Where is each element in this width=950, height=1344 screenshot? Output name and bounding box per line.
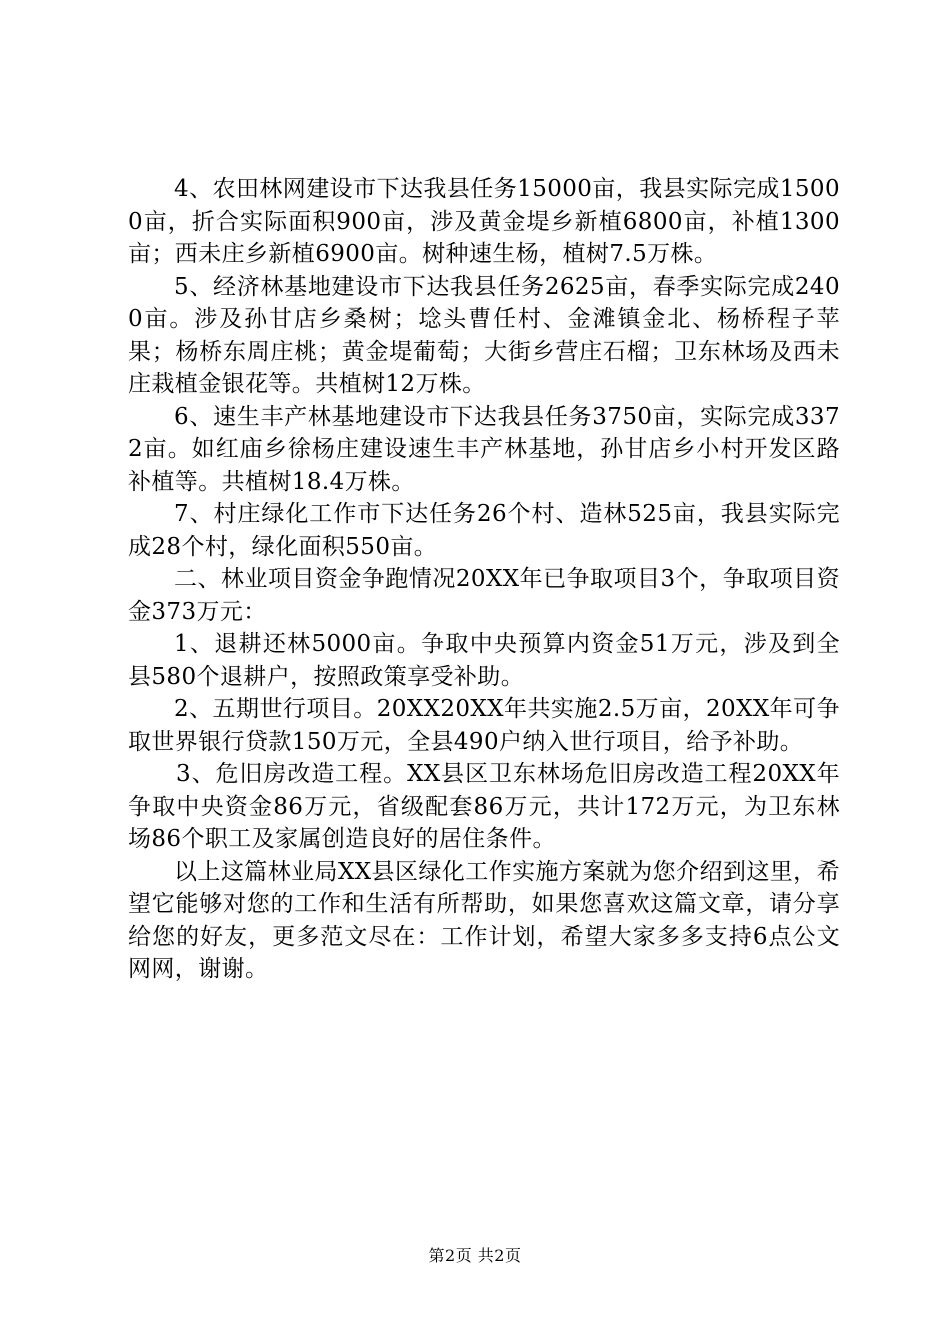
paragraph-housing-renovation: 3、危旧房改造工程。XX县区卫东林场危旧房改造工程20XX年争取中央资金86万元，省级配套86万元，共计172万元，为卫东林场86个职工及家属创造良好的居住条件。 [128, 761, 840, 852]
section-heading-project-funds: 二、林业项目资金争跑情况20XX年已争取项目3个，争取项目资金373万元： [128, 566, 840, 625]
document-body [128, 173, 840, 986]
page-number-footer: 第2页 共2页 [428, 1246, 522, 1265]
paragraph-farmland-network: 4、农田林网建设市下达我县任务15000亩，我县实际完成15000亩，折合实际面积900亩，涉及黄金堤乡新植6800亩，补植1300亩；西未庄乡新植6900亩。树种速生杨，植树7.5万株。 [128, 176, 840, 267]
paragraph-economic-forest: 5、经济林基地建设市下达我县任务2625亩，春季实际完成2400亩。涉及孙甘店乡桑树；埝头曹任村、金滩镇金北、杨桥程子苹果；杨桥东周庄桃；黄金堤葡萄；大街乡营庄石榴；卫东林场及西未庄栽植金银花等。共植树12万株。 [128, 273, 840, 397]
paragraph-village-greening: 7、村庄绿化工作市下达任务26个村、造林525亩，我县实际完成28个村，绿化面积550亩。 [128, 501, 840, 560]
paragraph-returning-farmland: 1、退耕还林5000亩。争取中央预算内资金51万元，涉及到全县580个退耕户，按照政策享受补助。 [128, 631, 840, 690]
paragraph-world-bank-project: 2、五期世行项目。20XX20XX年共实施2.5万亩，20XX年可争取世界银行贷款150万元，全县490户纳入世行项目，给予补助。 [128, 696, 840, 755]
paragraph-fast-growing-forest: 6、速生丰产林基地建设市下达我县任务3750亩，实际完成3372亩。如红庙乡徐杨庄建设速生丰产林基地，孙甘店乡小村开发区路补植等。共植树18.4万株。 [128, 403, 840, 495]
paragraph-closing-note: 以上这篇林业局XX县区绿化工作实施方案就为您介绍到这里，希望它能够对您的工作和生活有所帮助，如果您喜欢这篇文章，请分享给您的好友，更多范文尽在：工作计划，希望大家多多支持6点公文网网，谢谢。 [128, 858, 840, 982]
